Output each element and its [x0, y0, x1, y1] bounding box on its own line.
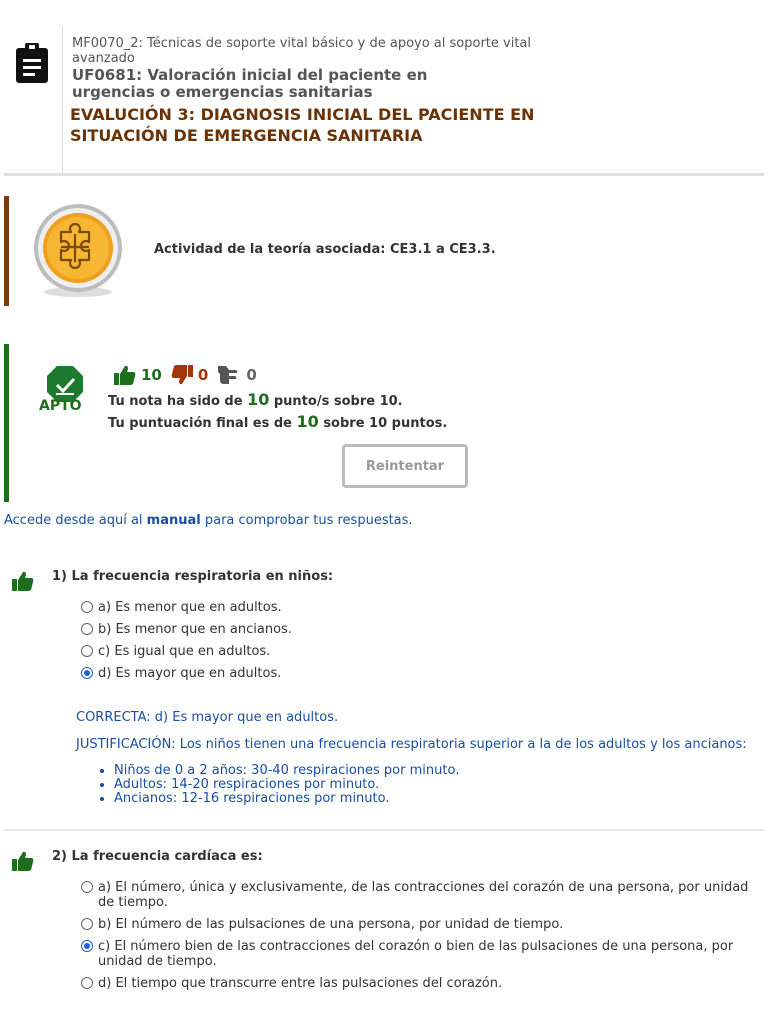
option-d[interactable]: d) El tiempo que transcurre entre las pulsaciones del corazón.: [81, 976, 761, 991]
module-title: MF0070_2: Técnicas de soporte vital básico y de apoyo al soporte vital avanzado: [72, 36, 531, 66]
question-divider: [4, 829, 764, 831]
option-a[interactable]: a) Es menor que en adultos.: [81, 600, 761, 615]
final-score-value: 10: [296, 412, 319, 431]
radio-button[interactable]: [81, 918, 93, 930]
score-counters: [113, 363, 265, 387]
option-d[interactable]: d) Es mayor que en adultos.: [81, 666, 761, 681]
thumbs-up-icon: [113, 364, 137, 386]
blank-count: 0: [246, 366, 257, 384]
score-summary: [108, 390, 447, 434]
retry-button[interactable]: Reintentar: [342, 444, 468, 488]
score-line: Tu nota ha sido de 10 punto/s sobre 10.: [108, 390, 403, 409]
option-c[interactable]: c) Es igual que en adultos.: [81, 644, 761, 659]
question-title: 1) La frecuencia respiratoria en niños:: [52, 569, 334, 584]
header-separator: [62, 26, 63, 174]
justification-list: [76, 764, 766, 806]
question-2: [4, 846, 764, 1016]
unit-title: UF0681: Valoración inicial del paciente en urgencias o emergencias sanitarias: [72, 66, 428, 101]
score-value: 10: [247, 390, 270, 409]
final-score-line: Tu puntuación final es de 10 sobre 10 puntos.: [108, 412, 448, 431]
activity-text: Actividad de la teoría asociada: CE3.1 a CE3.3.: [154, 242, 496, 257]
radio-button[interactable]: [81, 623, 93, 635]
option-b[interactable]: b) El número de las pulsaciones de una persona, por unidad de tiempo.: [81, 917, 761, 932]
header-divider: [4, 173, 764, 176]
question-title: 2) La frecuencia cardíaca es:: [52, 849, 263, 864]
radio-button[interactable]: [81, 881, 93, 893]
list-item: • Niños de 0 a 2 años: 30-40 respiraciones por minuto.: [114, 764, 766, 778]
option-a[interactable]: a) El número, única y exclusivamente, de las contracciones del corazón de una persona, por unidad de tiempo.: [81, 880, 761, 910]
page-header: [4, 26, 764, 174]
correct-count: 10: [141, 366, 162, 384]
radio-button-selected[interactable]: [81, 667, 93, 679]
puzzle-icon: [31, 204, 125, 298]
evaluation-title: EVALUCIÓN 3: DIAGNOSIS INICIAL DEL PACIENTE EN SITUACIÓN DE EMERGENCIA SANITARIA: [70, 105, 535, 145]
result-panel: [4, 344, 768, 502]
manual-link[interactable]: manual: [146, 513, 201, 528]
radio-button[interactable]: [81, 977, 93, 989]
radio-button[interactable]: [81, 601, 93, 613]
option-b[interactable]: b) Es menor que en ancianos.: [81, 622, 761, 637]
justification: JUSTIFICACIÓN: Los niños tienen una frecuencia respiratoria superior a la de los adultos y los ancianos:: [76, 737, 747, 752]
thumbs-down-icon: [170, 364, 194, 386]
option-c[interactable]: c) El número bien de las contracciones del corazón o bien de las pulsaciones de una persona, por unidad de tiempo.: [81, 939, 761, 969]
wrong-count: 0: [197, 366, 209, 384]
manual-info: Accede desde aquí al manual para comprobar tus respuestas.: [4, 513, 413, 528]
radio-button-selected[interactable]: [81, 940, 93, 952]
thumbs-up-icon: [11, 570, 35, 592]
thumbs-sideways-icon: [216, 364, 242, 386]
activity-panel: [4, 196, 768, 306]
clipboard-icon: [14, 42, 50, 84]
correct-answer: CORRECTA: d) Es mayor que en adultos.: [76, 710, 339, 725]
status-label: APTO: [39, 398, 82, 414]
radio-button[interactable]: [81, 645, 93, 657]
question-1: [4, 566, 764, 816]
thumbs-up-icon: [11, 850, 35, 872]
list-item: • Adultos: 14-20 respiraciones por minuto.: [114, 778, 766, 792]
list-item: • Ancianos: 12-16 respiraciones por minuto.: [114, 792, 766, 806]
